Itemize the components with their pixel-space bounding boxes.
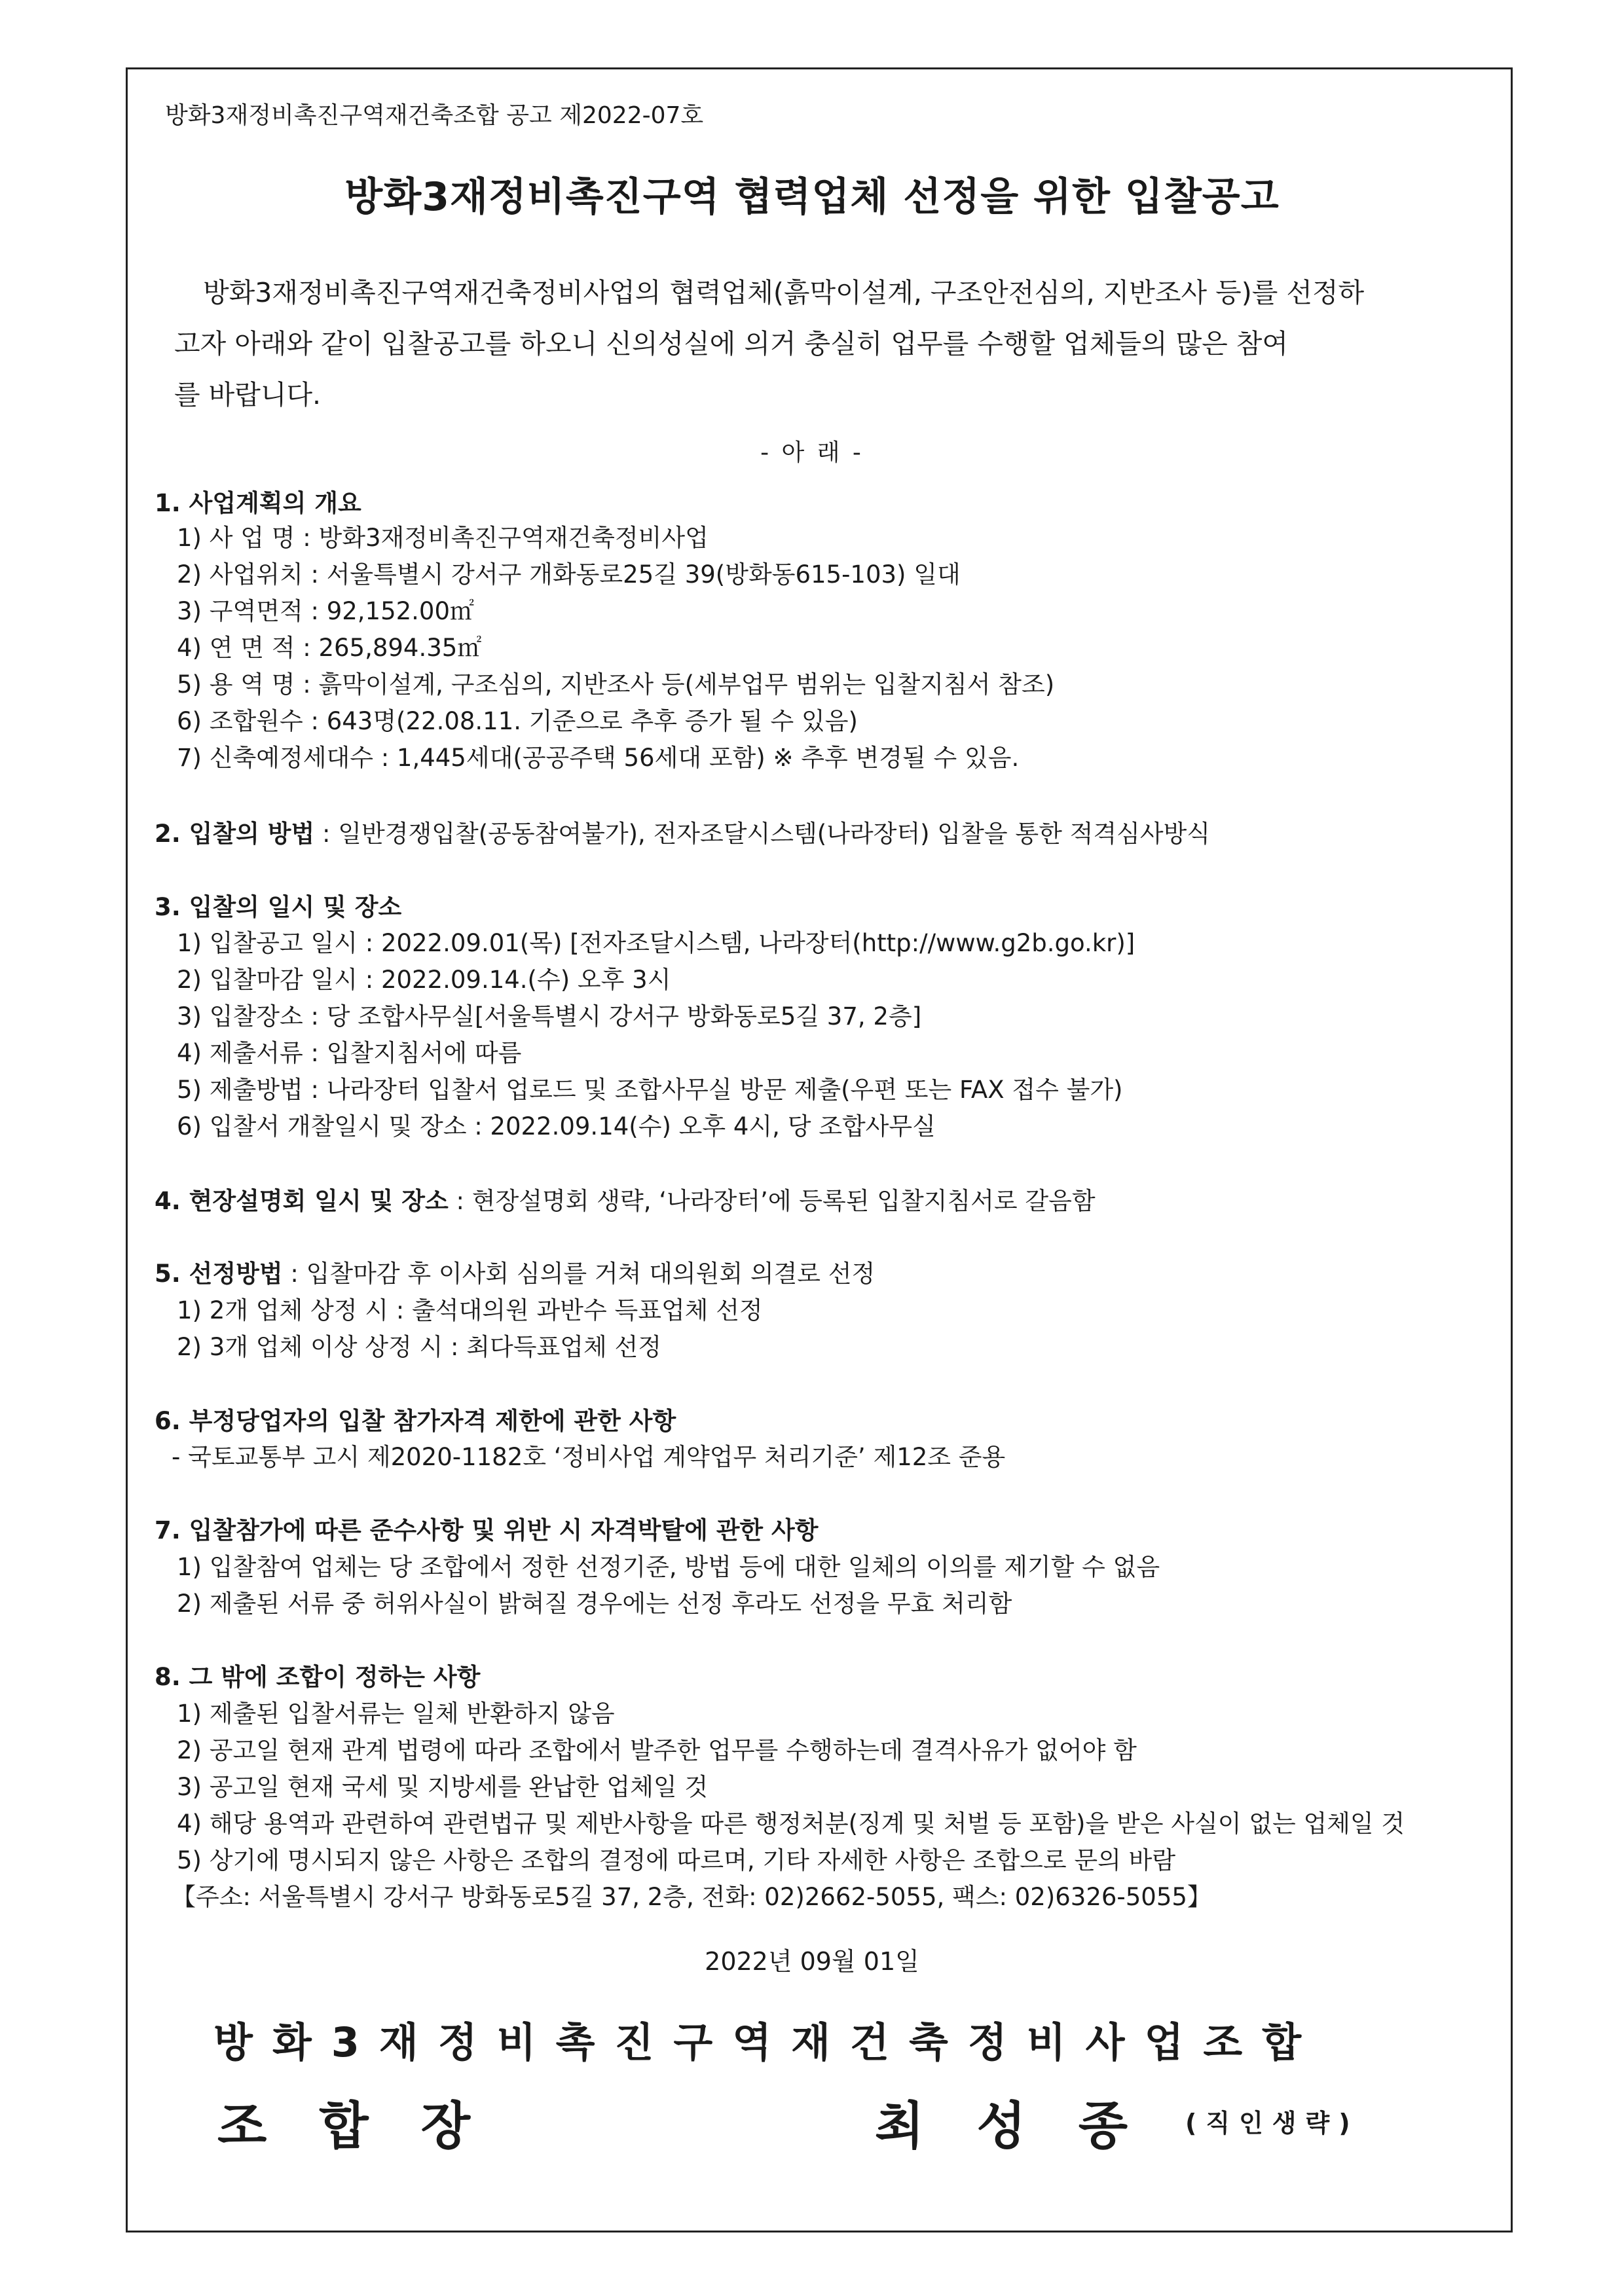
list-item: 4) 제출서류 : 입찰지침서에 따름 (177, 1039, 522, 1067)
list-item: 4) 연 면 적 : 265,894.35㎡ (177, 634, 482, 662)
section-4-title: 4. 현장설명회 일시 및 장소 (155, 1187, 449, 1215)
issue-date: 2022년 09월 01일 (705, 1947, 919, 1976)
section-5-heading (155, 1254, 875, 1289)
list-item: 1) 입찰참여 업체는 당 조합에서 정한 선정기준, 방법 등에 대한 일체의 이의를 제기할 수 없음 (177, 1553, 1160, 1581)
page-title: 방화3재정비촉진구역 협력업체 선정을 위한 입찰공고 (344, 174, 1280, 220)
list-item: 2) 제출된 서류 중 허위사실이 밝혀질 경우에는 선정 후라도 선정을 무효 처리함 (177, 1590, 1012, 1618)
list-item: 5) 제출방법 : 나라장터 입찰서 업로드 및 조합사무실 방문 제출(우편 또는 FAX 접수 불가) (177, 1076, 1123, 1104)
list-item: 1) 제출된 입찰서류는 일체 반환하지 않음 (177, 1700, 615, 1728)
list-item: 1) 2개 업체 상정 시 : 출석대의원 과반수 득표업체 선정 (177, 1296, 763, 1324)
list-item: 2) 사업위치 : 서울특별시 강서구 개화동로25길 39(방화동615-103) 일대 (177, 560, 961, 589)
list-item: 2) 입찰마감 일시 : 2022.09.14.(수) 오후 3시 (177, 966, 671, 994)
list-item: 5) 상기에 명시되지 않은 사항은 조합의 결정에 따르며, 기타 자세한 사항은 조합으로 문의 바람 (177, 1846, 1176, 1874)
list-item: 3) 공고일 현재 국세 및 지방세를 완납한 업체일 것 (177, 1773, 709, 1801)
section-2-heading (155, 814, 1210, 849)
chief-label: 조합장 (217, 2097, 523, 2156)
section-4-heading (155, 1181, 1096, 1216)
section-8-heading: 8. 그 밖에 조합이 정하는 사항 (155, 1663, 481, 1691)
list-item: 2) 3개 업체 이상 상정 시 : 최다득표업체 선정 (177, 1333, 661, 1361)
seal-omitted-note: (직인생략) (1185, 2109, 1359, 2138)
list-item: 3) 구역면적 : 92,152.00㎡ (177, 597, 474, 625)
section-2-title: 2. 입찰의 방법 (155, 820, 315, 848)
section-7-heading: 7. 입찰참가에 따른 준수사항 및 위반 시 자격박탈에 관한 사항 (155, 1516, 819, 1544)
list-item: 7) 신축예정세대수 : 1,445세대(공공주택 56세대 포함) ※ 추후 변경될 수 있음. (177, 744, 1020, 772)
chief-name: 최성종 (875, 2097, 1181, 2156)
list-item: 2) 공고일 현재 관계 법령에 따라 조합에서 발주한 업무를 수행하는데 결격사유가 없어야 함 (177, 1736, 1137, 1764)
section-6-heading: 6. 부정당업자의 입찰 참가자격 제한에 관한 사항 (155, 1407, 676, 1435)
list-item: 3) 입찰장소 : 당 조합사무실[서울특별시 강서구 방화동로5길 37, 2층] (177, 1002, 922, 1030)
list-item: - 국토교통부 고시 제2020-1182호 ‘정비사업 계약업무 처리기준’ 제12조 준용 (172, 1443, 1006, 1471)
organization-name: 방화3재정비촉진구역재건축정비사업조합 (213, 2018, 1321, 2066)
intro-line: 고자 아래와 같이 입찰공고를 하오니 신의성실에 의거 충실히 업무를 수행할 업체들의 많은 참여 (174, 328, 1289, 359)
intro-line: 를 바랍니다. (174, 379, 322, 410)
list-item: 5) 용 역 명 : 흙막이설계, 구조심의, 지반조사 등(세부업무 범위는 입찰지침서 참조) (177, 670, 1055, 699)
section-1-heading: 1. 사업계획의 개요 (155, 489, 361, 517)
list-item: 1) 사 업 명 : 방화3재정비촉진구역재건축정비사업 (177, 524, 709, 552)
list-item: 4) 해당 용역과 관련하여 관련법규 및 제반사항을 따른 행정처분(징계 및 처벌 등 포함)을 받은 사실이 없는 업체일 것 (177, 1810, 1405, 1838)
section-4-text: : 현장설명회 생략, ‘나라장터’에 등록된 입찰지침서로 갈음함 (448, 1187, 1096, 1215)
list-item: 1) 입찰공고 일시 : 2022.09.01(목) [전자조달시스템, 나라장터(http://www.g2b.go.kr)] (177, 929, 1135, 957)
list-item: 6) 조합원수 : 643명(22.08.11. 기준으로 추후 증가 될 수 있음) (177, 707, 858, 735)
center-note: - 아 래 - (760, 439, 864, 466)
section-5-text: : 입찰마감 후 이사회 심의를 거쳐 대의원회 의결로 선정 (282, 1260, 876, 1288)
intro-line: 방화3재정비촉진구역재건축정비사업의 협력업체(흙막이설계, 구조안전심의, 지반조사 등)를 선정하 (203, 277, 1365, 308)
section-5-title: 5. 선정방법 (155, 1260, 283, 1288)
list-item: 6) 입찰서 개찰일시 및 장소 : 2022.09.14(수) 오후 4시, 당 조합사무실 (177, 1112, 936, 1140)
section-2-text: : 일반경쟁입찰(공동참여불가), 전자조달시스템(나라장터) 입찰을 통한 적격심사방식 (314, 820, 1211, 848)
contact-info: 【주소: 서울특별시 강서구 방화동로5길 37, 2층, 전화: 02)2662-5055, 팩스: 02)6326-5055】 (172, 1883, 1211, 1911)
intro-paragraph (174, 267, 1458, 420)
notice-number: 방화3재정비촉진구역재건축조합 공고 제2022-07호 (165, 102, 704, 129)
section-3-heading: 3. 입찰의 일시 및 장소 (155, 893, 402, 921)
